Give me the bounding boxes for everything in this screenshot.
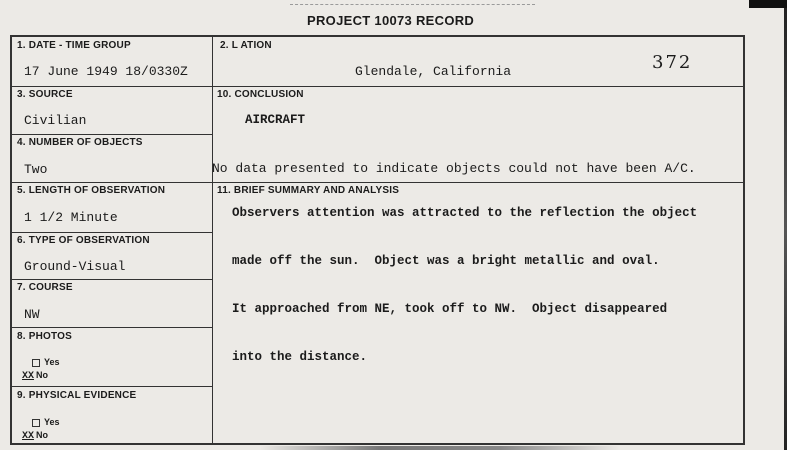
corner-mark — [749, 0, 787, 8]
photos-no-mark: XX — [22, 371, 35, 382]
source-label: 3. SOURCE — [17, 89, 73, 100]
rule — [12, 86, 212, 87]
number-of-objects-value: Two — [24, 162, 48, 177]
physical-evidence-yes-checkbox — [32, 419, 40, 427]
course-label: 7. COURSE — [17, 282, 73, 293]
summary-line: It approached from NE, took off to NW. Object disappeared — [232, 302, 668, 316]
date-time-label: 1. DATE - TIME GROUP — [17, 40, 131, 51]
length-of-observation-label: 5. LENGTH OF OBSERVATION — [17, 185, 166, 196]
type-of-observation-value: Ground-Visual — [24, 259, 126, 274]
date-time-value: 17 June 1949 18/0330Z — [24, 64, 188, 79]
summary-label: 11. BRIEF SUMMARY AND ANALYSIS — [217, 185, 400, 196]
physical-evidence-no-mark: XX — [22, 431, 35, 442]
conclusion-value: AIRCRAFT — [245, 113, 306, 127]
bottom-shadow — [260, 446, 620, 450]
top-rule — [290, 4, 535, 5]
length-of-observation-value: 1 1/2 Minute — [24, 210, 118, 225]
rule — [12, 386, 212, 387]
rule — [12, 279, 212, 280]
number-of-objects-label: 4. NUMBER OF OBJECTS — [17, 137, 143, 148]
summary-line: into the distance. — [232, 350, 368, 364]
photos-yes-checkbox — [32, 359, 40, 367]
rule — [12, 327, 212, 328]
type-of-observation-label: 6. TYPE OF OBSERVATION — [17, 235, 150, 246]
conclusion-note: No data presented to indicate objects could not have been A/C. — [212, 161, 696, 176]
conclusion-label: 10. CONCLUSION — [217, 89, 304, 100]
photos-no-option: XX No — [22, 370, 49, 382]
column-divider — [212, 37, 213, 443]
physical-evidence-no-option: XX No — [22, 430, 49, 442]
location-value: Glendale, California — [355, 64, 512, 79]
physical-evidence-label: 9. PHYSICAL EVIDENCE — [17, 390, 137, 401]
rule — [12, 232, 212, 233]
photos-yes-option: Yes — [32, 357, 60, 367]
course-value: NW — [24, 307, 40, 322]
summary-line: Observers attention was attracted to the reflection the object — [232, 206, 698, 220]
summary-text — [232, 173, 742, 397]
rule — [12, 182, 212, 183]
handwritten-page-number: 372 — [652, 52, 693, 73]
location-label: 2. L ATION — [220, 40, 272, 51]
rule — [212, 86, 745, 87]
rule — [12, 134, 212, 135]
physical-evidence-yes-option: Yes — [32, 417, 60, 427]
source-value: Civilian — [24, 113, 87, 128]
record-title: PROJECT 10073 RECORD — [307, 13, 475, 28]
summary-line: made off the sun. Object was a bright metallic and oval. — [232, 254, 660, 268]
photos-label: 8. PHOTOS — [17, 331, 72, 342]
